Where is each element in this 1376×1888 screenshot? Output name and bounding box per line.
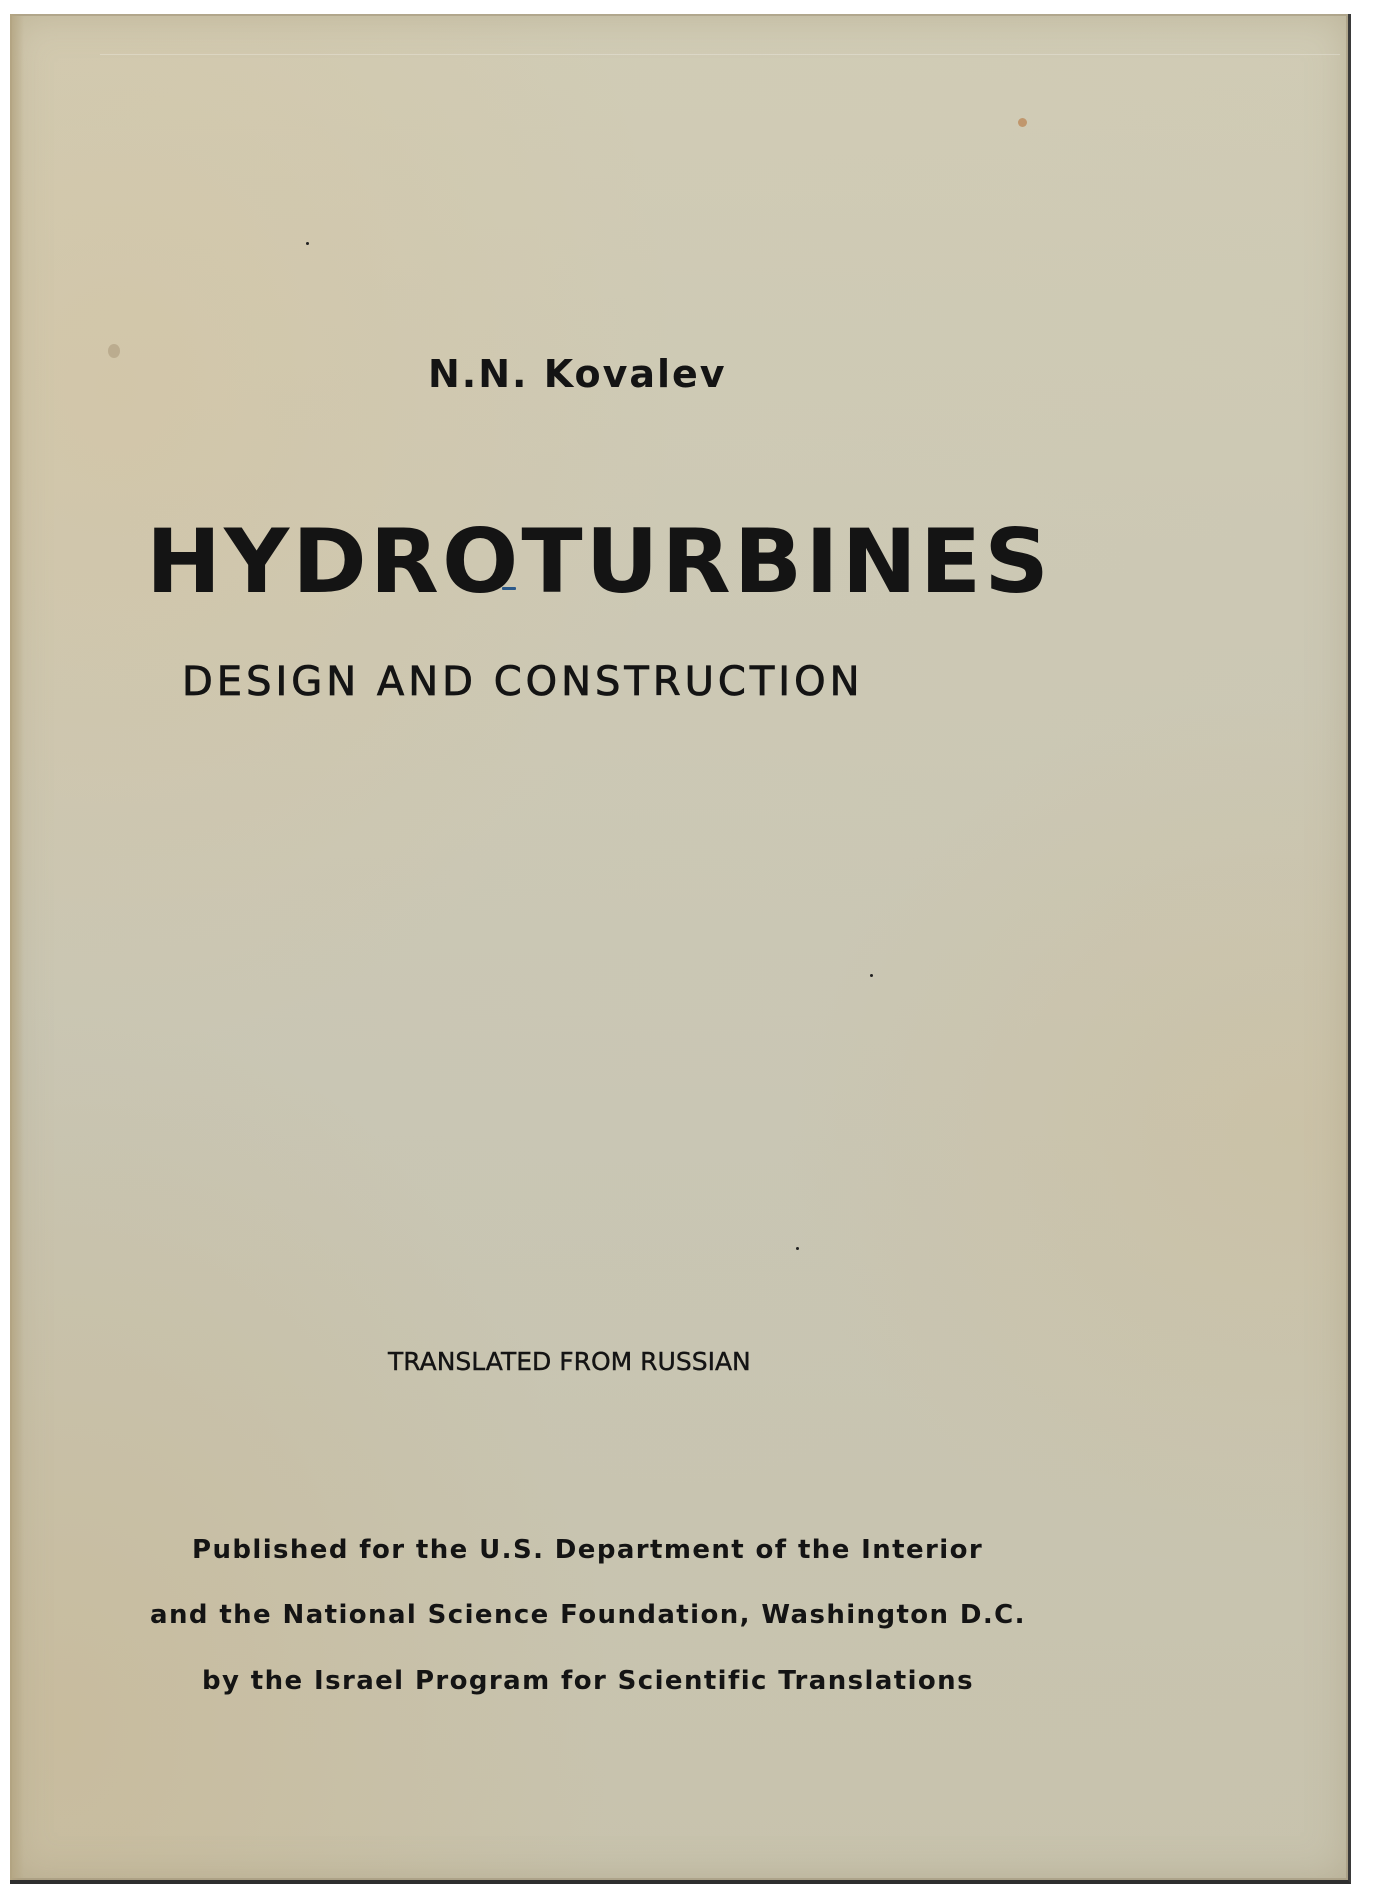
book-subtitle: DESIGN AND CONSTRUCTION bbox=[182, 659, 864, 705]
publisher-line-2: and the National Science Foundation, Washington D.C. bbox=[150, 1600, 1026, 1630]
publisher-line-3: by the Israel Program for Scientific Translations bbox=[202, 1666, 974, 1696]
stain-spot bbox=[1018, 118, 1027, 127]
translation-note: TRANSLATED FROM RUSSIAN bbox=[388, 1347, 751, 1376]
book-cover bbox=[10, 14, 1351, 1884]
cover-crease bbox=[100, 54, 1340, 55]
ink-dot bbox=[870, 974, 873, 977]
stain-spot bbox=[108, 344, 120, 358]
ink-dot bbox=[796, 1247, 799, 1250]
publisher-line-1: Published for the U.S. Department of the Interior bbox=[192, 1535, 984, 1565]
author-name: N.N. Kovalev bbox=[428, 352, 727, 396]
book-title: HYDROTURBINES bbox=[146, 510, 1052, 613]
ink-dot bbox=[306, 242, 309, 245]
cover-left-edge bbox=[10, 14, 24, 1880]
